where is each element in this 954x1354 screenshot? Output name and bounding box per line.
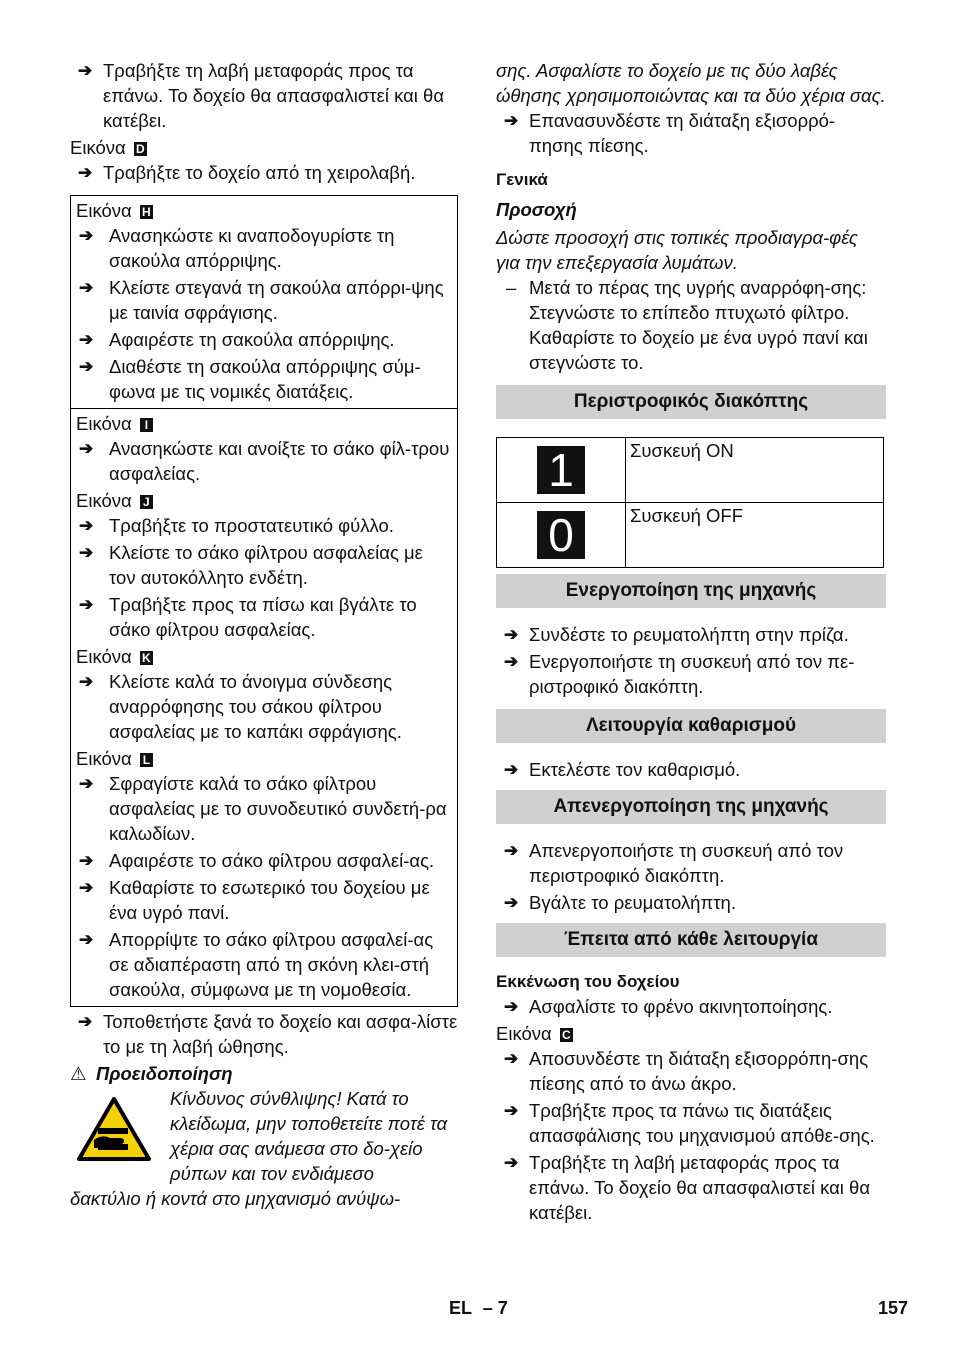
arrow-icon: ➔ xyxy=(78,1012,93,1031)
arrow-icon: ➔ xyxy=(79,851,94,870)
step-item xyxy=(496,838,886,888)
step-text: Ενεργοποιήστε τη συσκευή από τον πε-ριστροφικό διακόπτη. xyxy=(529,651,855,697)
footer-page-number: 157 xyxy=(878,1298,909,1318)
step-text: Καθαρίστε το εσωτερικό του δοχείου με ένα υγρό πανί. xyxy=(109,877,430,923)
footer-section-page: – 7 xyxy=(482,1298,508,1318)
step-item xyxy=(76,223,453,273)
arrow-icon: ➔ xyxy=(504,1049,519,1068)
warning-body xyxy=(70,1086,460,1211)
figure-label: Εικόνα xyxy=(496,1023,552,1044)
arrow-icon: ➔ xyxy=(79,330,94,349)
arrow-icon: ➔ xyxy=(79,774,94,793)
figure-ref-c xyxy=(496,1021,886,1046)
step-text: Επανασυνδέστε τη διάταξη εξισορρό-πησης πίεσης. xyxy=(529,110,836,156)
footer-lang xyxy=(449,1298,508,1319)
dash-text: Μετά το πέρας της υγρής αναρρόφη-σης: Στεγνώστε το επίπεδο πτυχωτό φίλτρο. Καθαρίστε το δοχείο με ένα υγρό πανί και στεγνώστε το. xyxy=(529,277,868,373)
arrow-icon: ➔ xyxy=(79,878,94,897)
after-operation-heading: Έπειτα από κάθε λειτουργία xyxy=(496,923,886,957)
empty-container-heading: Εκκένωση του δοχείου xyxy=(496,972,680,991)
step-item xyxy=(76,275,453,325)
step-text: Απορρίψτε το σάκο φίλτρου ασφαλεί-ας σε αδιαπέραστη από τη σκόνη κλει-στή σακούλα, σύμφωνα με τη νομοθεσία. xyxy=(109,929,434,1000)
step-item xyxy=(76,592,453,642)
arrow-icon: ➔ xyxy=(504,841,519,860)
step-text: Τραβήξτε το δοχείο από τη χειρολαβή. xyxy=(103,162,416,183)
switch-row-off xyxy=(497,503,884,568)
figure-label: Εικόνα xyxy=(76,490,132,511)
step-text: Ασφαλίστε το φρένο ακινητοποίησης. xyxy=(529,996,833,1017)
continued-warning-text: σης. Ασφαλίστε το δοχείο με τις δύο λαβές ώθησης χρησιμοποιώντας και τα δύο χέρια σας. xyxy=(496,60,886,106)
start-heading: Ενεργοποίηση της μηχανής xyxy=(496,574,886,608)
steps-h xyxy=(76,223,453,404)
section-figure-h xyxy=(71,196,457,408)
step-item xyxy=(70,1009,460,1059)
step-item xyxy=(76,848,453,873)
warning-title: Προειδοποίηση xyxy=(96,1063,233,1084)
steps-i xyxy=(76,436,453,486)
step-text: Τραβήξτε προς τα πάνω τις διατάξεις απασφάλισης του μηχανισμού απόθε-σης. xyxy=(529,1100,875,1146)
step-item xyxy=(70,58,460,133)
arrow-icon: ➔ xyxy=(79,543,94,562)
arrow-icon: ➔ xyxy=(79,357,94,376)
switch-on-symbol: 1 xyxy=(537,446,585,494)
step-text: Εκτελέστε τον καθαρισμό. xyxy=(529,759,741,780)
stop-steps xyxy=(496,838,886,915)
figure-letter-box: H xyxy=(140,205,153,219)
arrow-icon: ➔ xyxy=(504,652,519,671)
step-text: Απενεργοποιήστε τη συσκευή από τον περιστροφικό διακόπτη. xyxy=(529,840,844,886)
step-text: Κλείστε το σάκο φίλτρου ασφαλείας με τον αυτοκόλλητο ενδέτη. xyxy=(109,542,423,588)
step-item xyxy=(496,108,886,158)
section-figure-i-to-l xyxy=(71,408,457,1006)
caution-text: Δώστε προσοχή στις τοπικές προδιαγρα-φές για την επεξεργασία λυμάτων. xyxy=(496,227,858,273)
figure-letter-box: D xyxy=(134,142,147,156)
step-item xyxy=(76,875,453,925)
step-item xyxy=(496,649,886,699)
stop-heading: Απενεργοποίηση της μηχανής xyxy=(496,790,886,824)
step-text: Ανασηκώστε και ανοίξτε το σάκο φίλ-τρου ασφαλείας. xyxy=(109,438,450,484)
step-item xyxy=(76,771,453,846)
step-item xyxy=(496,1098,886,1148)
switch-off-label: Συσκευή OFF xyxy=(626,503,884,568)
arrow-icon: ➔ xyxy=(79,595,94,614)
steps-k xyxy=(76,669,453,744)
dash-item xyxy=(496,275,886,375)
step-text: Βγάλτε το ρευματολήπτη. xyxy=(529,892,736,913)
step-item xyxy=(496,890,886,915)
steps-l xyxy=(76,771,453,1002)
figure-letter-box: L xyxy=(140,753,153,767)
step-item xyxy=(496,622,886,647)
step-text: Διαθέστε τη σακούλα απόρριψης σύμ-φωνα με τις νομικές διατάξεις. xyxy=(109,356,421,402)
top-steps xyxy=(70,58,460,133)
figure-ref-d xyxy=(70,135,460,160)
arrow-icon: ➔ xyxy=(79,672,94,691)
step-item xyxy=(496,1150,886,1225)
step-item xyxy=(76,354,453,404)
step-text: Αφαιρέστε τη σακούλα απόρριψης. xyxy=(109,329,395,350)
clean-steps xyxy=(496,757,886,782)
dash-bullet: – xyxy=(506,277,517,298)
arrow-icon: ➔ xyxy=(504,1101,519,1120)
step-item xyxy=(76,327,453,352)
empty-steps xyxy=(496,1046,886,1225)
left-column xyxy=(70,58,460,1211)
switch-table xyxy=(496,437,884,568)
step-text: Αφαιρέστε το σάκο φίλτρου ασφαλεί-ας. xyxy=(109,850,435,871)
switch-row-on xyxy=(497,438,884,503)
start-steps xyxy=(496,622,886,699)
switch-off-symbol: 0 xyxy=(537,511,585,559)
arrow-icon: ➔ xyxy=(504,997,519,1016)
figure-letter-box: J xyxy=(140,495,153,509)
caution-heading: Προσοχή xyxy=(496,199,577,220)
figure-label: Εικόνα xyxy=(76,413,132,434)
arrow-icon: ➔ xyxy=(79,516,94,535)
steps-j xyxy=(76,513,453,642)
figure-letter-box: I xyxy=(140,418,153,432)
arrow-icon: ➔ xyxy=(504,760,519,779)
step-text: Αποσυνδέστε τη διάταξη εξισορρόπη-σης πίεσης από το άνω άκρο. xyxy=(529,1048,869,1094)
rotary-switch-heading: Περιστροφικός διακόπτης xyxy=(496,385,886,419)
step-text: Τοποθετήστε ξανά το δοχείο και ασφα-λίστε το με τη λαβή ώθησης. xyxy=(103,1011,458,1057)
warning-heading xyxy=(70,1061,460,1086)
figure-letter-box: K xyxy=(140,651,153,665)
arrow-icon: ➔ xyxy=(78,61,93,80)
figure-letter-box: C xyxy=(560,1028,573,1042)
hand-crush-hazard-icon xyxy=(76,1096,152,1162)
step-text: Σφραγίστε καλά το σάκο φίλτρου ασφαλείας με το συνοδευτικό συνδετή-ρα καλωδίων. xyxy=(109,773,447,844)
step-text: Τραβήξτε τη λαβή μεταφοράς προς τα επάνω. Το δοχείο θα απασφαλιστεί και θα κατέβει. xyxy=(103,60,445,131)
figure-label: Εικόνα xyxy=(76,200,132,221)
arrow-icon: ➔ xyxy=(79,439,94,458)
warning-text-cont: δακτύλιο ή κοντά στο μηχανισμό ανύψω- xyxy=(70,1188,401,1209)
step-item xyxy=(496,994,886,1019)
arrow-icon: ➔ xyxy=(504,893,519,912)
warning-text: Κίνδυνος σύνθλιψης! Κατά το κλείδωμα, μην τοποθετείτε ποτέ τα χέρια σας ανάμεσα στο δο-χείο ρύπων και τον ενδιάμεσο xyxy=(170,1088,448,1184)
arrow-icon: ➔ xyxy=(78,163,93,182)
step-item xyxy=(70,160,460,185)
step-text: Κλείστε στεγανά τη σακούλα απόρρι-ψης με ταινία σφράγισης. xyxy=(109,277,444,323)
step-item xyxy=(496,1046,886,1096)
step-text: Ανασηκώστε κι αναποδογυρίστε τη σακούλα απόρριψης. xyxy=(109,225,395,271)
step-text: Συνδέστε το ρευματολήπτη στην πρίζα. xyxy=(529,624,849,645)
figure-label: Εικόνα xyxy=(70,137,126,158)
step-item xyxy=(76,436,453,486)
general-heading: Γενικά xyxy=(496,170,548,189)
step-text: Κλείστε καλά το άνοιγμα σύνδεσης αναρρόφησης του σάκου φίλτρου ασφαλείας με το καπάκι σφράγισης. xyxy=(109,671,402,742)
arrow-icon: ➔ xyxy=(79,930,94,949)
step-item xyxy=(76,540,453,590)
switch-symbol-cell xyxy=(497,503,626,568)
step-text: Τραβήξτε το προστατευτικό φύλλο. xyxy=(109,515,394,536)
step-item xyxy=(496,757,886,782)
figure-label: Εικόνα xyxy=(76,646,132,667)
warning-triangle-icon: ⚠ xyxy=(70,1063,87,1084)
step-item xyxy=(76,669,453,744)
step-item xyxy=(76,513,453,538)
step-text: Τραβήξτε τη λαβή μεταφοράς προς τα επάνω. Το δοχείο θα απασφαλιστεί και θα κατέβει. xyxy=(529,1152,871,1223)
footer-language: EL xyxy=(449,1298,472,1318)
switch-on-label: Συσκευή ON xyxy=(626,438,884,503)
clean-heading: Λειτουργία καθαρισμού xyxy=(496,709,886,743)
arrow-icon: ➔ xyxy=(504,625,519,644)
arrow-icon: ➔ xyxy=(504,111,519,130)
framed-instructions xyxy=(70,195,458,1007)
step-item xyxy=(76,927,453,1002)
step-text: Τραβήξτε προς τα πίσω και βγάλτε το σάκο φίλτρου ασφαλείας. xyxy=(109,594,417,640)
arrow-icon: ➔ xyxy=(79,226,94,245)
figure-label: Εικόνα xyxy=(76,748,132,769)
arrow-icon: ➔ xyxy=(504,1153,519,1172)
switch-symbol-cell xyxy=(497,438,626,503)
arrow-icon: ➔ xyxy=(79,278,94,297)
right-column xyxy=(496,58,886,1227)
